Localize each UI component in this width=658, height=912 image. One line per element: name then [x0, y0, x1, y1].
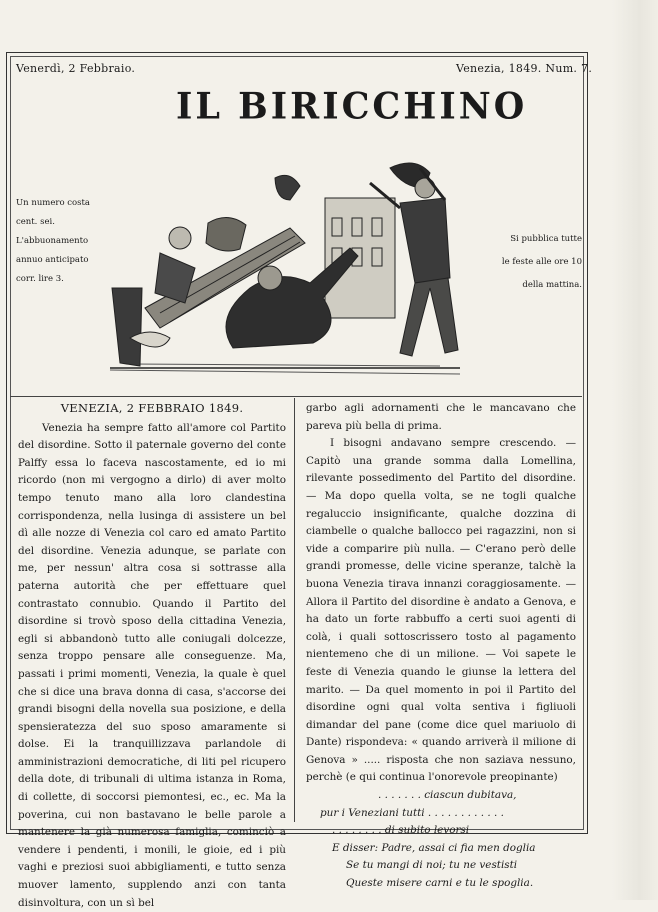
article-right-column [306, 400, 576, 893]
price-info [16, 194, 108, 289]
article-left-column [18, 400, 286, 912]
column-top-rule [10, 396, 582, 397]
publication-line: le feste alle ore 10 [501, 257, 582, 267]
verse-line: Se tu mangi di noi; tu ne vestisti [346, 859, 518, 872]
masthead-title: IL BIRICCHINO [176, 84, 528, 129]
verse-line: . . . . . . . . di subito levorsi [332, 824, 470, 837]
publication-line: Si pubblica tutte [510, 234, 582, 244]
verse-line: . . . . . . . ciascun dubitava, [378, 789, 517, 802]
verse-line: Queste misere carni e tu le spoglia. [346, 877, 534, 890]
publication-info [472, 228, 582, 297]
page-spine-shadow [612, 0, 658, 900]
price-line: L'abbuonamento [16, 236, 89, 246]
article-dateline: VENEZIA, 2 FEBBRAIO 1849. [60, 401, 244, 415]
article-paragraph: I bisogni andavano sempre crescendo. — Capitò una grande somma dalla Lomellina, rilevante possedimento del Partito del disordine. — Ma dopo quella volta, se ne togli qualche regaluccio insignificante, qualche dozzina di ciambelle o qualche balloccо pei ragazzini, non si vide a comparire più nulla. — C'erano però delle grandi promesse, delle vicine speranze, talchè la buona Venezia tirava innanzi coraggiosamente. — Allora il Partito del disordine è andato a Genova, e ha dato un forte rabbuffo a certi suoi agenti di colà, i quali sottoscrissero tosto al pagamento nientemeno che di un milione. — Voi sapete le feste di Venezia quando le giunse la lettera del marito. — Da quel momento in poi il Partito del disordine ogni qual volta sentiva i figliuoli dimandar del pane (come dice quel mariuolo di Dante) rispondeva: « quando arriverà il milione di Genova » ..... risposta che non saziava nessuno, perchè (e qui continua l'onorevole preopinante) [306, 437, 576, 784]
issue-place-number: Venezia, 1849. Num. 7. [456, 62, 593, 75]
verse-line: pur i Veneziani tutti . . . . . . . . . . . . [320, 806, 504, 819]
price-line: cent. sei. [16, 217, 55, 227]
issue-date: Venerdì, 2 Febbraio. [16, 62, 136, 75]
article-paragraph: garbo agli adornamenti che le mancavano che pareva più bella di prima. [306, 402, 576, 432]
publication-line: della mattina. [522, 280, 582, 290]
woodcut-illustration [100, 138, 470, 378]
price-line: annuo anticipato [16, 255, 89, 265]
column-divider [294, 398, 295, 822]
article-paragraph: Venezia ha sempre fatto all'amore col Partito del disordine. Sotto il paternale governo del conte Palffy essa lo faceva nascostamente, ed io mi ricordo (non mi vergogno a dirlo) di aver molto tempo tenuto mano alla loro clandestina corrispondenza, nella lusinga di assistere un bel dì alle nozze di Venezia col caro ed amato Partito del disordine. Venezia adunque, se parlate con me, per nessun' altra cosa si sottrasse alla paterna autorità che per effettuare quel contrastato connubio. Quando il Partito del disordine si trovò sposo della cittadina Venezia, egli si abbandonò tutto alle coniugali dolcezze, senza troppo pensare alle conseguenze. Ma, passati i primi momenti, Venezia, la quale è quel che si dice una brava donna di casa, s'accorse dei grandi bisogni della novella sua posizione, e della spensieratezza del suo sposo amaramente si dolse. Ei la tranquillizzava parlandole di amministrazioni democratiche, di liti pel ricupero della dote, di tribunali di ultima istanza in Roma, di collette, di soccorsi piemontesi, ec., ec. Ma la poverina, cui non bastavano le belle parole a mantenere la già numerosa famiglia, cominciò a vendere i pendenti, i monili, le gioie, ed i più vaghi e preziosi suoi abbigliamenti, e tutto senza muover lamento, supplendo anzi con tanta disinvoltura, con un sì bel [18, 421, 286, 909]
price-line: Un numero costa [16, 198, 90, 208]
price-line: corr. lire 3. [16, 274, 64, 284]
verse-line: E disser: Padre, assai ci fia men doglia [332, 841, 536, 854]
